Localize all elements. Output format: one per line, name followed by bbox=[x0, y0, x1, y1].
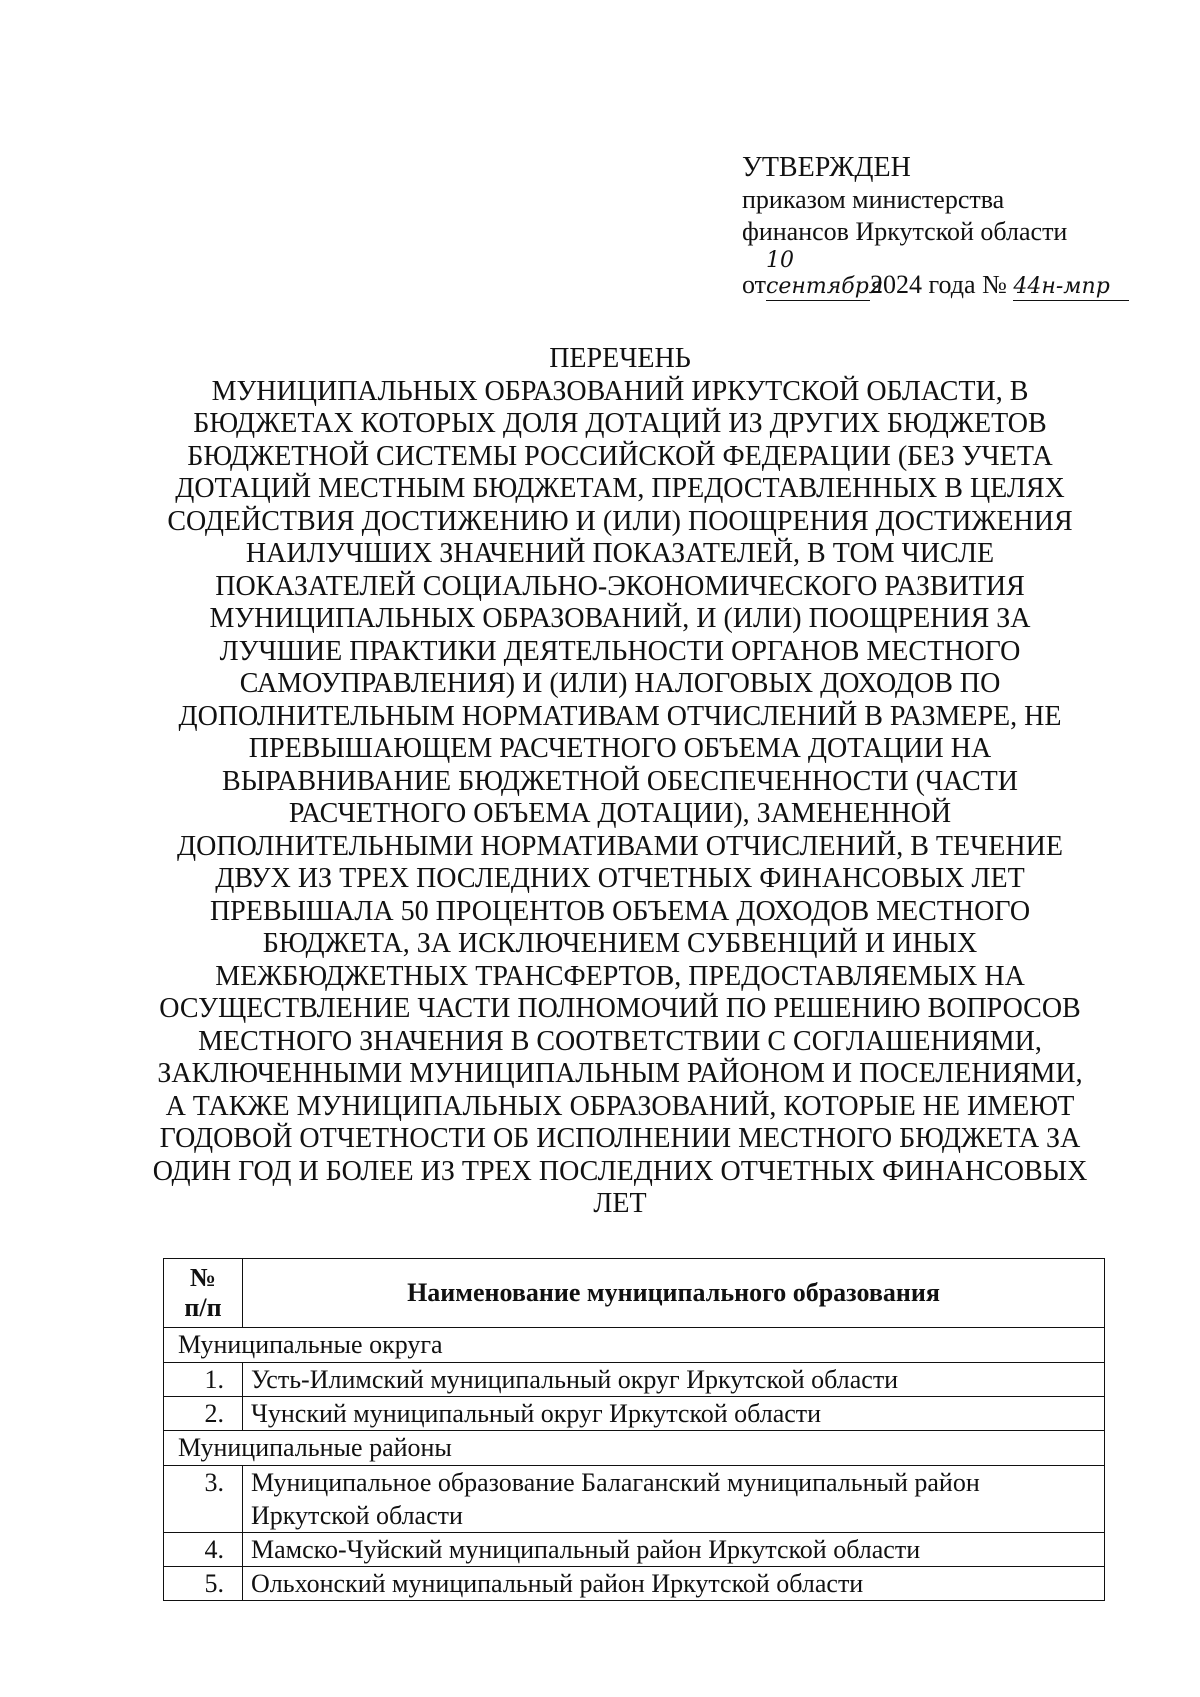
row-number: 4. bbox=[164, 1533, 243, 1567]
table-row bbox=[164, 1397, 1105, 1431]
row-name: Чунский муниципальный округ Иркутской области bbox=[243, 1397, 1105, 1431]
title-heading: ПЕРЕЧЕНЬ bbox=[549, 343, 691, 374]
table-row bbox=[164, 1363, 1105, 1397]
date-prefix: от bbox=[742, 270, 767, 299]
document-title bbox=[150, 343, 1090, 1221]
section-label: Муниципальные районы bbox=[164, 1431, 1105, 1466]
municipalities-table bbox=[163, 1258, 1105, 1601]
section-row-districts bbox=[164, 1328, 1105, 1363]
title-body: МУНИЦИПАЛЬНЫХ ОБРАЗОВАНИЙ ИРКУТСКОЙ ОБЛАСТИ, В БЮДЖЕТАХ КОТОРЫХ ДОЛЯ ДОТАЦИЙ ИЗ ДРУГИХ БЮДЖЕТОВ БЮДЖЕТНОЙ СИСТЕМЫ РОССИЙСКОЙ ФЕДЕРАЦИИ (БЕЗ УЧЕТА ДОТАЦИЙ МЕСТНЫМ БЮДЖЕТАМ, ПРЕДОСТАВЛЕННЫХ В ЦЕЛЯХ СОДЕЙСТВИЯ ДОСТИЖЕНИЮ И (ИЛИ) ПООЩРЕНИЯ ДОСТИЖЕНИЯ НАИЛУЧШИХ ЗНАЧЕНИЙ ПОКАЗАТЕЛЕЙ, В ТОМ ЧИСЛЕ ПОКАЗАТЕЛЕЙ СОЦИАЛЬНО-ЭКОНОМИЧЕСКОГО РАЗВИТИЯ МУНИЦИПАЛЬНЫХ ОБРАЗОВАНИЙ, И (ИЛИ) ПООЩРЕНИЯ ЗА ЛУЧШИЕ ПРАКТИКИ ДЕЯТЕЛЬНОСТИ ОРГАНОВ МЕСТНОГО САМОУПРАВЛЕНИЯ) И (ИЛИ) НАЛОГОВЫХ ДОХОДОВ ПО ДОПОЛНИТЕЛЬНЫМ НОРМАТИВАМ ОТЧИСЛЕНИЙ В РАЗМЕРЕ, НЕ ПРЕВЫШАЮЩЕМ РАСЧЕТНОГО ОБЪЕМА ДОТАЦИИ НА ВЫРАВНИВАНИЕ БЮДЖЕТНОЙ ОБЕСПЕЧЕННОСТИ (ЧАСТИ РАСЧЕТНОГО ОБЪЕМА ДОТАЦИИ), ЗАМЕНЕННОЙ ДОПОЛНИТЕЛЬНЫМИ НОРМАТИВАМИ ОТЧИСЛЕНИЙ, В ТЕЧЕНИЕ ДВУХ ИЗ ТРЕХ ПОСЛЕДНИХ ОТЧЕТНЫХ ФИНАНСОВЫХ ЛЕТ ПРЕВЫШАЛА 50 ПРОЦЕНТОВ ОБЪЕМА ДОХОДОВ МЕСТНОГО БЮДЖЕТА, ЗА ИСКЛЮЧЕНИЕМ СУБВЕНЦИЙ И ИНЫХ МЕЖБЮДЖЕТНЫХ ТРАНСФЕРТОВ, ПРЕДОСТАВЛЯЕМЫХ НА ОСУЩЕСТВЛЕНИЕ ЧАСТИ ПОЛНОМОЧИЙ ПО РЕШЕНИЮ ВОПРОСОВ МЕСТНОГО ЗНАЧЕНИЯ В СООТВЕТСТВИИ С СОГЛАШЕНИЯМИ, ЗАКЛЮЧЕННЫМИ МУНИЦИПАЛЬНЫМ РАЙОНОМ И ПОСЕЛЕНИЯМИ, А ТАКЖЕ МУНИЦИПАЛЬНЫХ ОБРАЗОВАНИЙ, КОТОРЫЕ НЕ ИМЕЮТ ГОДОВОЙ ОТЧЕТНОСТИ ОБ ИСПОЛНЕНИИ МЕСТНОГО БЮДЖЕТА ЗА ОДИН ГОД И БОЛЕЕ ИЗ ТРЕХ ПОСЛЕДНИХ ОТЧЕТНЫХ ФИНАНСОВЫХ ЛЕТ bbox=[152, 375, 1088, 1219]
header-num-line1: № bbox=[189, 1263, 217, 1292]
approval-line-1: приказом министерства bbox=[742, 185, 1005, 214]
row-name: Муниципальное образование Балаганский муниципальный район Иркутской области bbox=[243, 1466, 1105, 1533]
handwritten-order-number: 44н-мпр bbox=[1013, 274, 1129, 301]
section-row-regions bbox=[164, 1431, 1105, 1466]
approval-date-line bbox=[742, 248, 1129, 301]
row-name: Ольхонский муниципальный район Иркутской области bbox=[243, 1567, 1105, 1601]
header-num bbox=[164, 1259, 243, 1328]
handwritten-date: 10 сентября bbox=[766, 248, 884, 299]
approval-block bbox=[742, 152, 1129, 301]
approval-heading: УТВЕРЖДЕН bbox=[742, 152, 911, 183]
row-name: Мамско-Чуйский муниципальный район Иркутской области bbox=[243, 1533, 1105, 1567]
approval-line-2: финансов Иркутской области bbox=[742, 217, 1068, 246]
table-row bbox=[164, 1567, 1105, 1601]
section-label: Муниципальные округа bbox=[164, 1328, 1105, 1363]
row-number: 2. bbox=[164, 1397, 243, 1431]
header-name: Наименование муниципального образования bbox=[243, 1259, 1105, 1328]
row-number: 1. bbox=[164, 1363, 243, 1397]
row-number: 3. bbox=[164, 1466, 243, 1533]
row-number: 5. bbox=[164, 1567, 243, 1601]
table-row bbox=[164, 1466, 1105, 1533]
row-name: Усть-Илимский муниципальный округ Иркутской области bbox=[243, 1363, 1105, 1397]
year-text: 2024 года № bbox=[870, 270, 1007, 299]
table-header-row bbox=[164, 1259, 1105, 1328]
table-row bbox=[164, 1533, 1105, 1567]
header-num-line2: п/п bbox=[184, 1293, 222, 1322]
